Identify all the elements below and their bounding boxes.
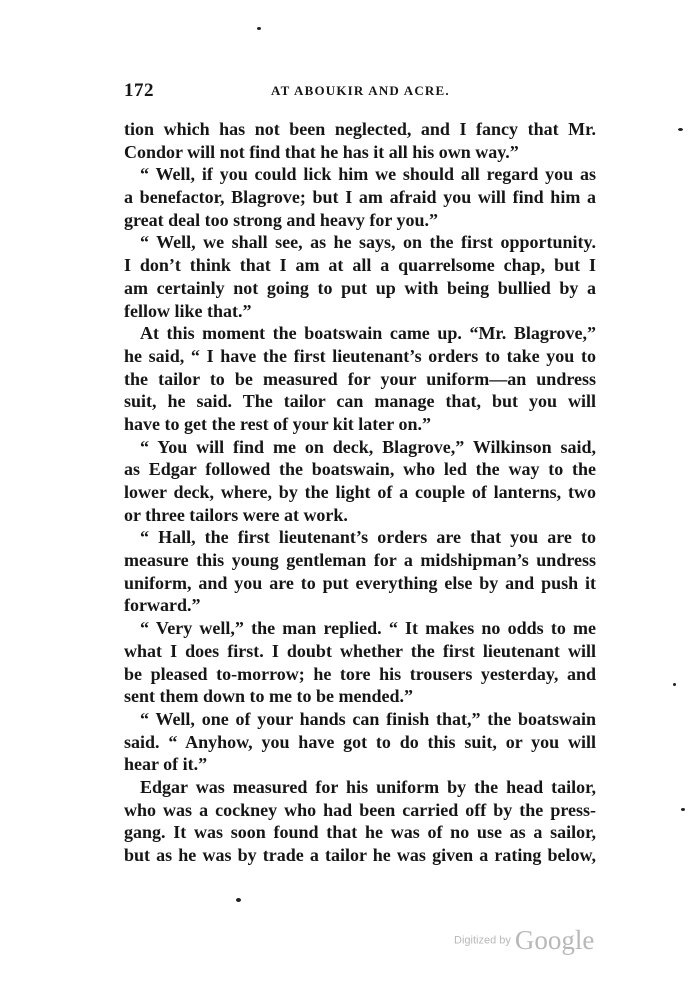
google-logo: Google (514, 925, 595, 955)
ink-speck (236, 898, 241, 902)
page-header (124, 80, 596, 102)
text-line: as Edgar followed the boatswain, who led the way to the (124, 459, 596, 480)
text-line: “ Well, if you could lick him we should all regard you as (140, 164, 596, 185)
text-line: Condor will not find that he has it all his own way.” (124, 141, 519, 162)
text-line: “ You will find me on deck, Blagrove,” Wilkinson said, (140, 436, 596, 457)
text-line: but as he was by trade a tailor he was given a rating below, (124, 845, 596, 865)
text-line: Edgar was measured for his uniform by the head tailor, (140, 776, 596, 797)
text-line: uniform, and you are to put everything else by and push it (124, 572, 596, 593)
text-line: tion which has not been neglected, and I fancy that Mr. (124, 119, 596, 139)
text-line: the tailor to be measured for your uniform—an undress (124, 368, 596, 389)
text-line: a benefactor, Blagrove; but I am afraid you will find him a (124, 187, 596, 208)
text-line: what I does first. I doubt whether the first lieutenant will (124, 640, 596, 661)
text-line: At this moment the boatswain came up. “Mr. Blagrove,” (140, 323, 596, 344)
text-line: or three tailors were at work. (124, 504, 348, 525)
ink-speck (673, 683, 676, 686)
text-line: sent them down to me to be mended.” (124, 686, 413, 707)
text-line: “ Well, we shall see, as he says, on the first opportunity. (140, 232, 596, 253)
text-line: measure this young gentleman for a midshipman’s undress (124, 550, 596, 571)
text-line: forward.” (124, 595, 201, 616)
text-line: “ Hall, the first lieutenant’s orders are that you are to (140, 527, 596, 548)
text-line: “ Very well,” the man replied. “ It makes no odds to me (140, 618, 596, 639)
text-line: fellow like that.” (124, 300, 252, 321)
digitized-by-google-watermark (454, 925, 594, 956)
body-text (124, 118, 596, 867)
text-line: have to get the rest of your kit later on.” (124, 413, 431, 434)
text-line: lower deck, where, by the light of a couple of lanterns, two (124, 482, 596, 502)
text-line: he said, “ I have the first lieutenant’s orders to take you to (124, 345, 596, 366)
text-line: great deal too strong and heavy for you.” (124, 209, 439, 230)
text-line: gang. It was soon found that he was of no use as a sailor, (124, 822, 596, 843)
text-line: said. “ Anyhow, you have got to do this suit, or you will (124, 731, 596, 752)
page-number: 172 (124, 80, 154, 101)
text-line: be pleased to-morrow; he tore his trousers yesterday, and (124, 663, 596, 684)
ink-speck (681, 808, 685, 811)
text-line: am certainly not going to put up with being bullied by a (124, 277, 596, 298)
ink-speck (257, 27, 261, 30)
text-line: hear of it.” (124, 754, 208, 775)
text-line: who was a cockney who had been carried off by the press- (124, 799, 596, 820)
text-line: suit, he said. The tailor can manage that, but you will (124, 391, 596, 412)
ink-speck (678, 128, 683, 131)
running-head: AT ABOUKIR AND ACRE. (271, 83, 450, 98)
watermark-prefix: Digitized by (454, 934, 511, 947)
text-line: “ Well, one of your hands can finish that,” the boatswain (140, 708, 596, 729)
text-line: I don’t think that I am at all a quarrelsome chap, but I (124, 255, 596, 276)
